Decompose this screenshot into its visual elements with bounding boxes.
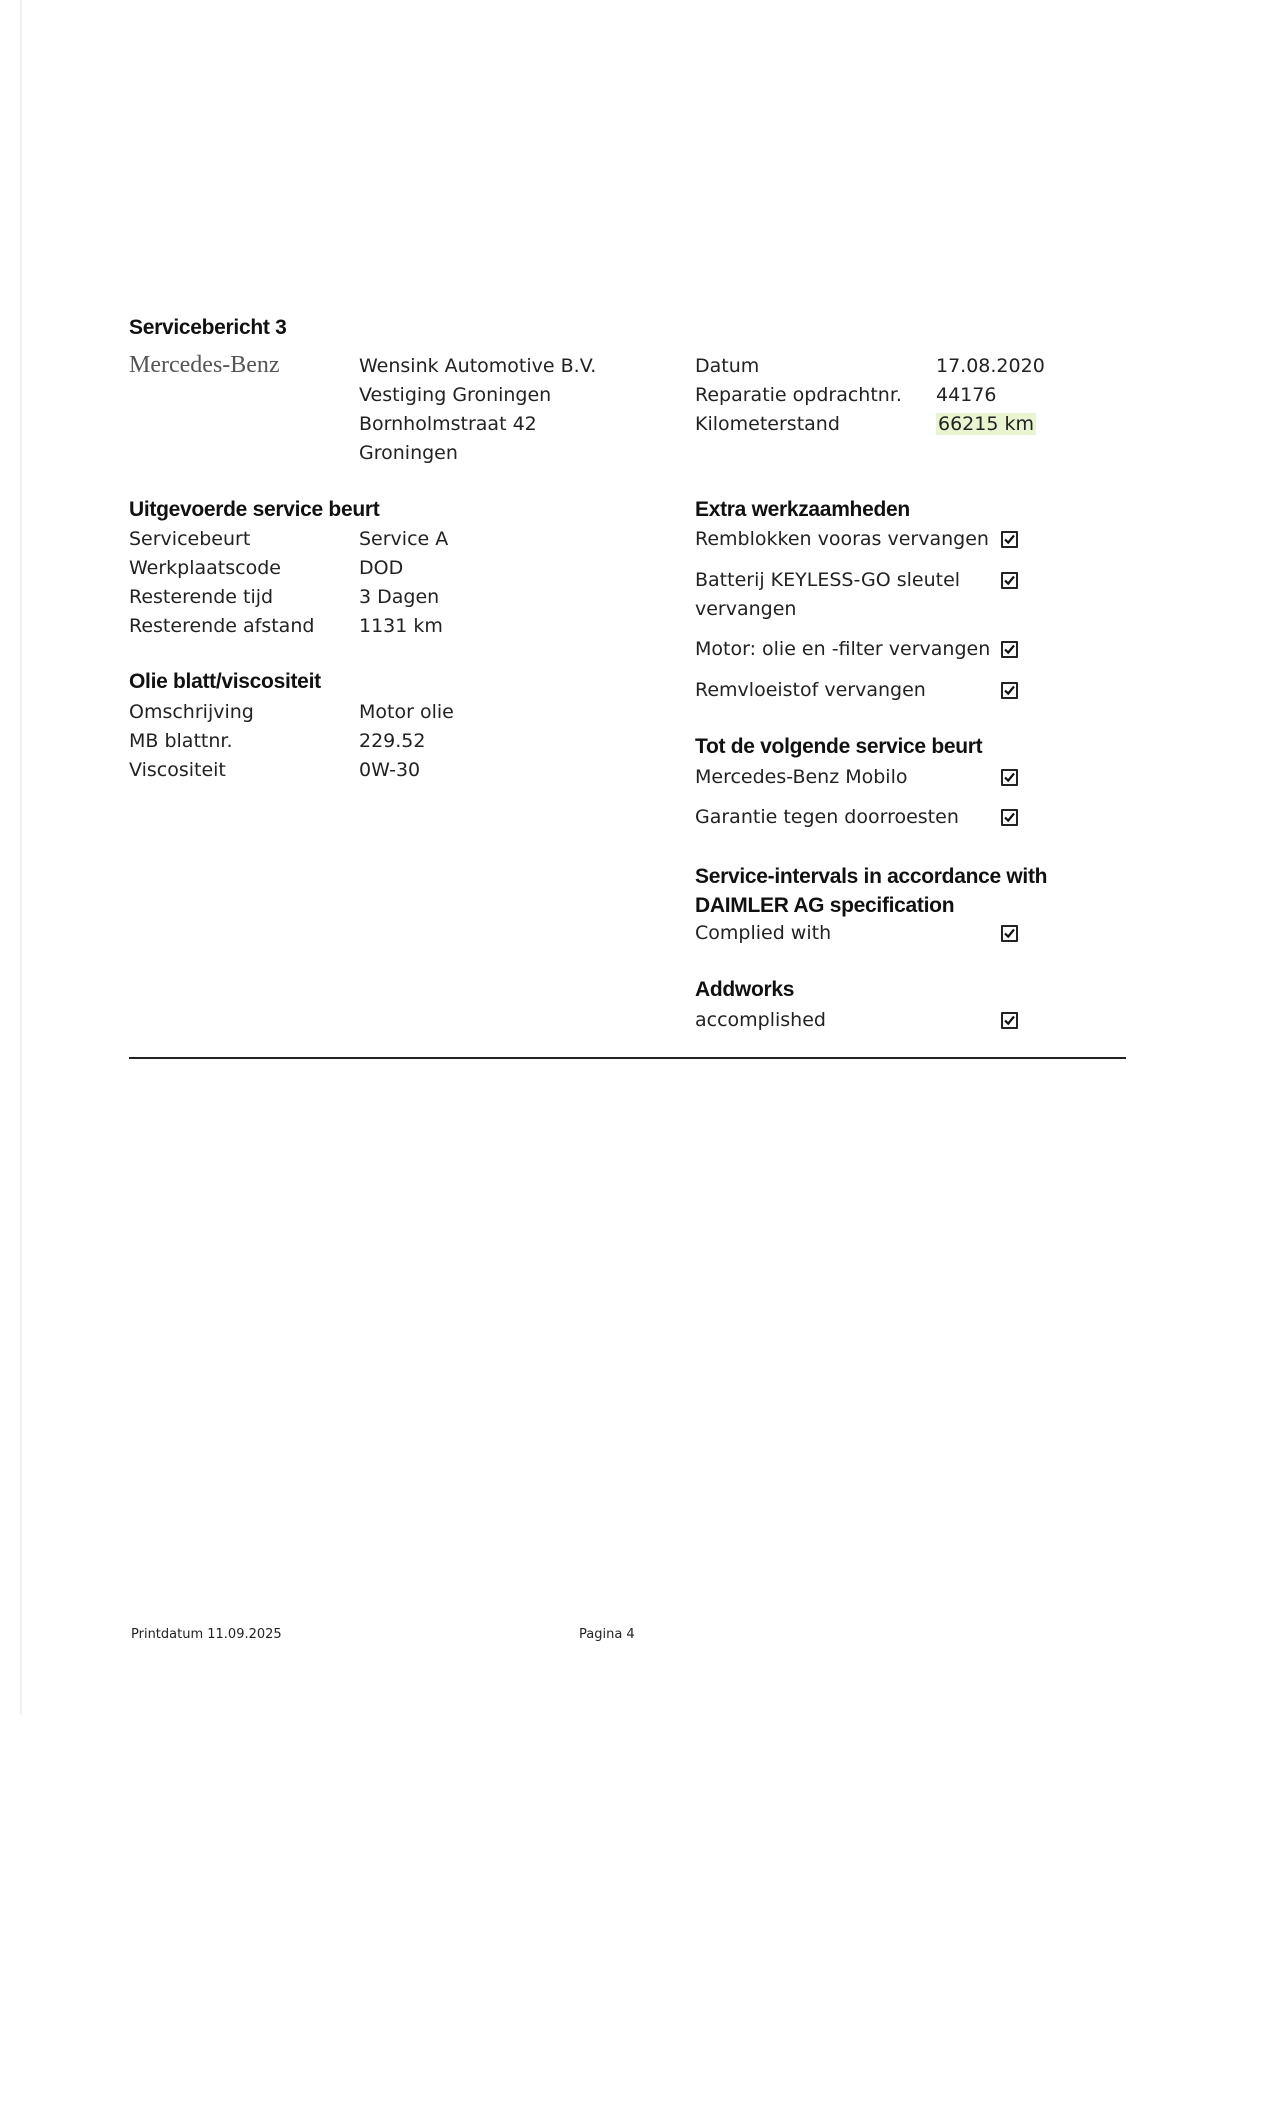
viscosity-label: Viscositeit: [129, 759, 226, 781]
next-item-label: Garantie tegen doorroesten: [695, 806, 959, 828]
checkmark-icon: [1004, 685, 1015, 696]
section-divider: [129, 1057, 1126, 1059]
workshop-code-value: DOD: [359, 557, 404, 579]
service-label: Servicebeurt: [129, 528, 251, 550]
viscosity-value: 0W-30: [359, 759, 421, 781]
description-label: Omschrijving: [129, 701, 254, 723]
remaining-time-value: 3 Dagen: [359, 586, 440, 608]
next-service-heading: Tot de volgende service beurt: [695, 735, 983, 758]
checkbox-checked[interactable]: [1001, 769, 1018, 786]
checkbox-checked[interactable]: [1001, 682, 1018, 699]
intervals-item-label: Complied with: [695, 922, 832, 944]
mb-sheet-value: 229.52: [359, 730, 426, 752]
checkmark-icon: [1004, 644, 1015, 655]
description-value: Motor olie: [359, 701, 454, 723]
meta-labels: [695, 352, 902, 439]
oil-heading: Olie blatt/viscositeit: [129, 670, 321, 693]
checkmark-icon: [1004, 575, 1015, 586]
extra-item-label: Motor: olie en -filter vervangen: [695, 638, 991, 660]
date-value: 17.08.2020: [936, 355, 1045, 377]
remaining-time-label: Resterende tijd: [129, 586, 274, 608]
intervals-heading-line: Service-intervals in accordance with: [695, 865, 1048, 888]
checkmark-icon: [1004, 534, 1015, 545]
order-number-label: Reparatie opdrachtnr.: [695, 384, 902, 406]
service-labels: [129, 525, 314, 641]
extra-item-label-line: Batterij KEYLESS-GO sleutel: [695, 569, 961, 591]
remaining-distance-value: 1131 km: [359, 615, 443, 637]
address-line: Bornholmstraat 42: [359, 413, 537, 435]
brand-logo-text: Mercedes-Benz: [129, 352, 280, 378]
address-line: Groningen: [359, 442, 458, 464]
addworks-heading: Addworks: [695, 978, 795, 1001]
service-values: [359, 525, 448, 641]
order-number-value: 44176: [936, 384, 997, 406]
checkbox-checked[interactable]: [1001, 809, 1018, 826]
mileage-value: 66215 km: [938, 413, 1034, 435]
extra-item-label: Remvloeistof vervangen: [695, 679, 926, 701]
checkmark-icon: [1004, 772, 1015, 783]
checkbox-checked[interactable]: [1001, 1012, 1018, 1029]
checkbox-checked[interactable]: [1001, 925, 1018, 942]
checkbox-checked[interactable]: [1001, 572, 1018, 589]
checkbox-checked[interactable]: [1001, 641, 1018, 658]
intervals-heading: [695, 862, 1047, 920]
address-line: Wensink Automotive B.V.: [359, 355, 597, 377]
oil-values: [359, 698, 454, 785]
mb-sheet-label: MB blattnr.: [129, 730, 233, 752]
checkmark-icon: [1004, 812, 1015, 823]
workshop-code-label: Werkplaatscode: [129, 557, 281, 579]
page-edge: [20, 0, 22, 1715]
print-date: Printdatum 11.09.2025: [131, 1627, 282, 1642]
service-heading: Uitgevoerde service beurt: [129, 498, 380, 521]
checkbox-checked[interactable]: [1001, 531, 1018, 548]
extra-work-heading: Extra werkzaamheden: [695, 498, 910, 521]
extra-item-label-multiline: [695, 566, 960, 624]
checkmark-icon: [1004, 1015, 1015, 1026]
page-number: Pagina 4: [579, 1627, 635, 1642]
addworks-item-label: accomplished: [695, 1009, 826, 1031]
extra-item-label: Remblokken vooras vervangen: [695, 528, 989, 550]
extra-item-label-line: vervangen: [695, 598, 797, 620]
oil-labels: [129, 698, 254, 785]
mileage-label: Kilometerstand: [695, 413, 840, 435]
checkmark-icon: [1004, 928, 1015, 939]
dealer-address: [359, 352, 596, 468]
meta-values: [936, 352, 1045, 439]
service-value: Service A: [359, 528, 449, 550]
address-line: Vestiging Groningen: [359, 384, 552, 406]
document-title: Servicebericht 3: [129, 316, 287, 339]
intervals-heading-line: DAIMLER AG specification: [695, 894, 955, 917]
date-label: Datum: [695, 355, 760, 377]
remaining-distance-label: Resterende afstand: [129, 615, 315, 637]
next-item-label: Mercedes-Benz Mobilo: [695, 766, 908, 788]
